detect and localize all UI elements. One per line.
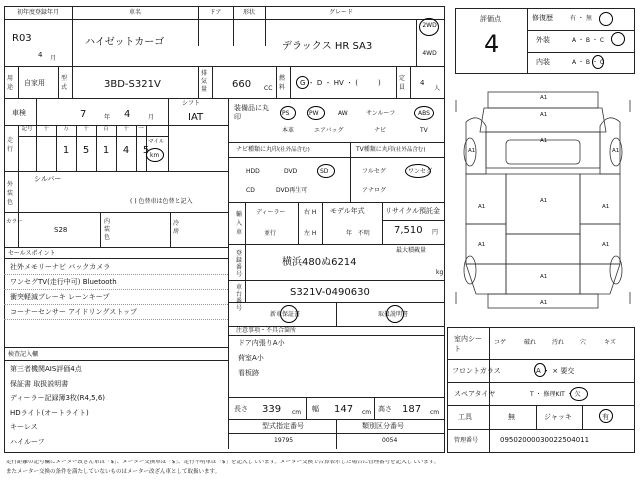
inspection-year: 7 [80,109,87,120]
navi-label-text: ナビ種類に丸印 [236,146,279,153]
damage-label: A1 [478,242,486,248]
reg-year: R03 [12,33,32,44]
navi-label [236,147,310,154]
manual: 取扱説明書 [378,311,409,318]
report-item: キーレス [10,423,38,431]
score-label: 評価点 [480,15,501,23]
damage-label: A1 [540,300,548,306]
tools-label: 工具 [458,413,472,421]
report-item: 第三者機関AIS評価4点 [10,365,82,373]
warranty-circle [280,305,298,323]
new-warranty: 新車保証書 [270,311,301,318]
max-load-unit: kg [436,269,444,276]
abs-circle [414,106,434,120]
note-item: 荷室A小 [238,354,264,362]
chassis-label: 車台番号 [236,284,243,312]
pw-circle [307,106,325,120]
equipment-item: AW [338,110,348,117]
report-item: ハイルーフ [10,437,45,446]
sales-point-item: コーナーセンサー アイドリングストップ [10,308,138,316]
color-label: 外装色 [7,181,14,206]
equipment-item: ナビ [374,127,387,134]
interior-options: A ・ B ・ C [572,59,605,66]
mileage-digit: 5 [142,145,150,156]
spare-tire-options: T ・ 修理KIT ・ 欠 [530,391,581,398]
jack-circle [599,409,613,423]
mileage-digit: 5 [82,145,90,156]
drive-2wd: 2WD [422,22,437,29]
door-label: ドア [209,9,222,16]
model: 3BD-S321V [104,79,161,90]
capacity-unit: 人 [434,85,441,92]
tools-value: 無 [508,413,515,421]
report-item: ディーラー記録簿3枚(R4,5,6) [10,394,106,402]
recycle-value: 7,510 [394,225,423,236]
shift: IAT [188,112,204,123]
exterior-circle [611,32,625,46]
mileage-digit: 1 [102,145,110,156]
grade-label: グレード [328,9,353,16]
repair-circle [599,12,613,26]
glass-circle [534,363,546,377]
length: 339 [262,404,282,415]
equipment-item: エアバッグ [314,127,344,134]
exterior-options: A ・ B ・ C [572,37,605,44]
recycle-label: リサイクル預託金 [385,207,441,215]
repair-label: 修復歴 [532,14,553,22]
oneseg-circle [405,164,431,178]
width-unit: cm [362,409,372,416]
type-value: 19795 [274,437,294,444]
note-item: ドア内張りA小 [238,339,285,347]
length-unit: cm [292,409,302,416]
color-code-label: カラー [6,219,23,225]
disp-label: 排気量 [201,70,208,93]
sales-point-item: 社外メモリーナビ バックカメラ [10,263,111,271]
sales-point-item: 衝突軽減ブレーキ レーンキープ [10,293,110,301]
ac-label: 冷房 [173,220,180,235]
tv-label-text: TV種類に丸印 [356,146,394,153]
inspection-month-unit: 月 [148,114,155,121]
manual-circle [386,305,404,323]
damage-label: A1 [602,242,610,248]
seat-item: キズ [604,339,616,346]
inspection-report-label: 検査記入欄 [8,351,39,358]
note-item: 看板跡 [238,369,259,377]
model-year: 年 不明 [346,230,370,237]
jack-value: 有 [602,413,609,421]
damage-label: A1 [540,112,548,118]
grade: デラックス HR SA3 [282,41,373,52]
car-name: ハイゼットカーゴ [85,37,165,48]
inspection-label: 車検 [12,109,26,117]
report-item: HDライト(オートライト) [10,408,89,417]
mgmt-value: 09502000030022504011 [500,436,590,444]
mileage-col-label: 十 [43,126,49,132]
cc-unit: CC [264,85,273,92]
seat-label: 室内シート [454,335,482,353]
color-value: シルバー [34,175,62,183]
equipment-item: PS [282,110,290,117]
height-unit: cm [430,409,440,416]
max-load-label: 最大積載量 [396,247,427,254]
equipment-item: 本革 [282,127,295,134]
damage-label: A1 [602,204,610,210]
exterior-label: 外装 [536,36,550,44]
spare-tire-label: スペアタイヤ [454,390,496,398]
sales-point-item: ワンセグTV(走行中可) Bluetooth [10,278,117,286]
height: 187 [402,404,422,415]
damage-label: A1 [468,148,476,154]
mile-label: マイル [148,139,165,145]
jack-label: ジャッキ [544,413,572,421]
width: 147 [334,404,354,415]
import-left: 左 H [304,230,317,237]
recycle-unit: 円 [432,229,439,236]
front-glass-options: A ・ × 要交 [536,367,575,375]
color-note: ( ) 色替車は色替と記入 [130,198,193,205]
interior-circle [592,55,604,69]
spare-circle [570,387,588,401]
inspection-year-unit: 年 [104,114,111,121]
mileage-label: 走行 [7,137,14,153]
seat-item: 汚れ [552,339,565,346]
tv-item: アナログ [362,187,387,194]
sales-points-label: セールスポイント [8,250,56,257]
drive-4wd: 4WD [422,50,437,57]
model-year-label: モデル年式 [330,207,365,215]
footer-line2: またメーター交換の条件を満たしていないものはメーター改ざん車として取扱います。 [6,469,221,475]
width-label: 幅 [312,405,319,413]
km-label: km [150,152,160,159]
use-label: 用途 [7,75,14,91]
interior-color-label: 内装色 [104,218,111,241]
reg-month-unit: 月 [50,55,57,62]
mileage-col-label: 百 [103,126,109,132]
displacement: 660 [232,79,252,90]
sales-rule [4,304,228,305]
footer-line1: 走行距離の記号欄にメーター改ざん車は「$」、メーター交換車は「$」、走行不明車は「$」を記入しています。メーター交換で合算表示した場合に管理番号を記入しています。 [6,460,440,465]
sheet-frame [4,6,445,453]
mgmt-label: 管理番号 [454,437,479,444]
navi-label-note: (社外品含む) [278,147,310,153]
damage-label: A1 [612,148,620,154]
shape-label: 形状 [242,9,255,16]
type-label: 型式指定番号 [262,422,304,430]
sales-rule [4,274,228,275]
class-value: 0054 [382,437,398,444]
use: 自家用 [24,79,45,87]
chassis: S321V-0490630 [290,287,370,298]
mileage-col-label: 万 [63,126,69,132]
mileage-digit: 1 [62,145,70,156]
registration-label: 登録番号 [236,250,243,278]
import-right: 右 H [304,209,317,216]
import-label: 輸入車 [236,211,243,236]
registration-value: 横浜480ぬ6214 [282,257,357,268]
notes-label: 注意事項・不具合箇所 [236,327,297,334]
mileage-digit: 4 [122,145,130,156]
sales-rule [4,289,228,290]
seat-item: コゲ [494,339,507,346]
mileage-col-label: 十 [123,126,129,132]
sales-rule [4,319,228,320]
repair-options: 有 ・ 無 [570,15,592,22]
fuel-options: G ・ D ・ HV ・ ( ) [300,79,381,87]
damage-label: A1 [540,198,548,204]
mileage-divider [36,125,37,171]
capacity: 4 [420,79,425,87]
damage-label: A1 [478,204,486,210]
reg-year-label: 初年度登録年月 [16,9,59,16]
shift-label: シフト [182,100,201,107]
seat-item: 破れ [524,339,537,346]
seat-item: 穴 [580,339,587,346]
capacity-label: 定員 [399,75,406,91]
tv-item: フルセグ [362,168,386,175]
tv-label [356,147,426,154]
equipment-label: 装備品に丸印 [234,104,269,121]
tv-label-note: (社外品含む) [393,147,426,153]
mileage-col-label: 一 [138,126,144,132]
reg-month: 4 [38,51,43,59]
navi-item: CD [246,187,255,194]
mileage-col-label: 記号 [21,126,33,132]
inspection-month: 4 [124,109,131,120]
damage-label: A1 [540,95,548,101]
fuel-label: 燃料 [279,75,286,91]
equipment-item: TV [420,127,428,134]
height-label: 高さ [378,405,392,413]
navi-item: DVD再生可 [276,187,308,194]
score: 4 [484,30,500,58]
navi-item: HDD [246,168,260,175]
damage-label: A1 [540,138,548,144]
model-label: 型式 [61,75,68,91]
mileage-col-label: 千 [83,126,89,132]
ps-circle [280,106,296,120]
length-label: 長さ [234,405,248,413]
equipment-item: ABS [418,110,430,117]
equipment-item: サンルーフ [366,110,396,117]
report-item: 保証書 取扱説明書 [10,379,69,388]
interior-label: 内装 [536,58,550,66]
front-glass-label: フロントガラス [452,367,501,375]
sd-circle [317,164,335,178]
equipment-item: PW [309,110,319,117]
car-name-label: 車名 [128,9,141,16]
tv-item: ワンセグ [408,168,433,175]
import-parallel: 並行 [264,230,277,237]
color-code: S28 [54,226,68,234]
class-label: 類別区分番号 [362,422,404,430]
damage-label: A1 [540,274,548,280]
import-dealer: ディーラー [256,209,286,216]
navi-item: SD [320,168,329,175]
navi-item: DVD [284,168,298,175]
